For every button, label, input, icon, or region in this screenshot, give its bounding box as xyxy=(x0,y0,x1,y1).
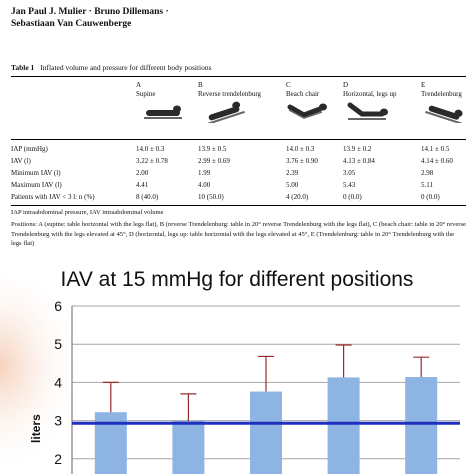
table-cell: 3.22 ± 0.78 xyxy=(136,157,168,165)
table-cell: 4.00 xyxy=(198,181,211,189)
table-cell: 4.14 ± 0.60 xyxy=(421,157,453,165)
bar-b xyxy=(172,421,204,474)
table-cell: 13.9 ± 0.2 xyxy=(343,145,372,153)
column-name: Horizontal, legs up xyxy=(343,90,397,98)
column-letter: E xyxy=(421,81,426,89)
table-cell: 5.00 xyxy=(286,181,299,189)
positions-note: Positions: A (supine: table horizontal with the legs flat), B (reverse Trendelenburg: table in 20° reverse Trendelenburg with the legs flat), C (beach chair: table in 20° reverse Trendelenburg with the legs elevated at 45°, D (horizontal, legs up: table horizontal with the legs elevated at 45°, E (Trendelenburg: table in 20° Trendelenburg with the legs flat) xyxy=(11,221,466,247)
row-label: IAV (l) xyxy=(11,157,31,165)
table-bottom-rule xyxy=(11,205,466,206)
table-cell: 1.99 xyxy=(198,169,211,177)
column-letter: A xyxy=(136,81,142,89)
y-tick-label: 3 xyxy=(54,412,62,429)
bar-a xyxy=(95,412,127,474)
row-label: Minimum IAV (l) xyxy=(11,169,61,177)
column-letter: B xyxy=(198,81,203,89)
row-label: IAP (mmHg) xyxy=(11,145,48,153)
decorative-glow xyxy=(0,278,150,474)
table-cell: 2.99 ± 0.69 xyxy=(198,157,230,165)
bar-e xyxy=(405,377,437,474)
table-cell: 4.13 ± 0.84 xyxy=(343,157,375,165)
y-tick-label: 5 xyxy=(54,336,62,353)
table-cell: 5.11 xyxy=(421,181,433,189)
table-cell: 3.76 ± 0.90 xyxy=(286,157,318,165)
table-caption-text: Inflated volume and pressure for different body positions xyxy=(40,63,212,72)
column-name: Beach chair xyxy=(286,90,320,98)
column-letter: C xyxy=(286,81,291,89)
column-header-b xyxy=(198,81,261,99)
chart-panel xyxy=(0,258,474,474)
reverse-trendelenburg-figure-icon xyxy=(204,99,246,123)
table-cell: 14.1 ± 0.5 xyxy=(421,145,450,153)
row-label: Patients with IAV < 3 l: n (%) xyxy=(11,193,95,201)
table-cell: 8 (40.0) xyxy=(136,193,159,201)
table-cell: 13.9 ± 0.5 xyxy=(198,145,227,153)
row-label: Maximum IAV (l) xyxy=(11,181,62,189)
table-label: Table 1 xyxy=(11,63,35,72)
column-header-d xyxy=(343,81,396,99)
y-axis-label: liters xyxy=(29,414,43,443)
table-caption xyxy=(11,63,212,72)
table-cell: 10 (50.0) xyxy=(198,193,224,201)
table-cell: 14.0 ± 0.3 xyxy=(286,145,315,153)
author-list xyxy=(11,6,169,30)
table-cell: 0 (0.0) xyxy=(421,193,440,201)
table-cell: 4 (20.0) xyxy=(286,193,309,201)
bar-d xyxy=(328,377,360,474)
bar-chart xyxy=(0,258,474,474)
table-cell: 4.41 xyxy=(136,181,149,189)
table-cell: 14.0 ± 0.3 xyxy=(136,145,165,153)
column-header-e xyxy=(421,81,462,99)
y-tick-label: 4 xyxy=(54,374,62,391)
chart-title: IAV at 15 mmHg for different positions xyxy=(60,268,414,291)
column-name: Trendelenburg xyxy=(421,90,462,98)
y-tick-label: 6 xyxy=(54,298,62,314)
bar-c xyxy=(250,392,282,474)
table-cell: 2.00 xyxy=(136,169,149,177)
table-header-rule xyxy=(11,139,466,140)
column-header-c xyxy=(286,81,319,99)
table-cell: 3.05 xyxy=(343,169,356,177)
legs-up-figure-icon xyxy=(346,99,388,123)
column-name: Reverse trendelenburg xyxy=(198,90,262,98)
table-cell: 5.43 xyxy=(343,181,356,189)
abbreviation-note: IAP intraabdominal pressure, IAV intraabdominal volume xyxy=(11,209,164,216)
authors-line-2: Sebastiaan Van Cauwenberge xyxy=(11,19,132,29)
trendelenburg-figure-icon xyxy=(424,99,466,123)
column-letter: D xyxy=(343,81,349,89)
y-tick-label: 2 xyxy=(54,450,62,467)
column-header-a xyxy=(136,81,155,99)
table-cell: 2.39 xyxy=(286,169,299,177)
table-top-rule xyxy=(11,76,466,77)
column-name: Supine xyxy=(136,90,156,98)
table-cell: 2.98 xyxy=(421,169,434,177)
supine-figure-icon xyxy=(142,99,184,123)
beach-chair-figure-icon xyxy=(286,99,328,123)
table-cell: 0 (0.0) xyxy=(343,193,362,201)
authors-line-1: Jan Paul J. Mulier · Bruno Dillemans · xyxy=(11,7,169,17)
